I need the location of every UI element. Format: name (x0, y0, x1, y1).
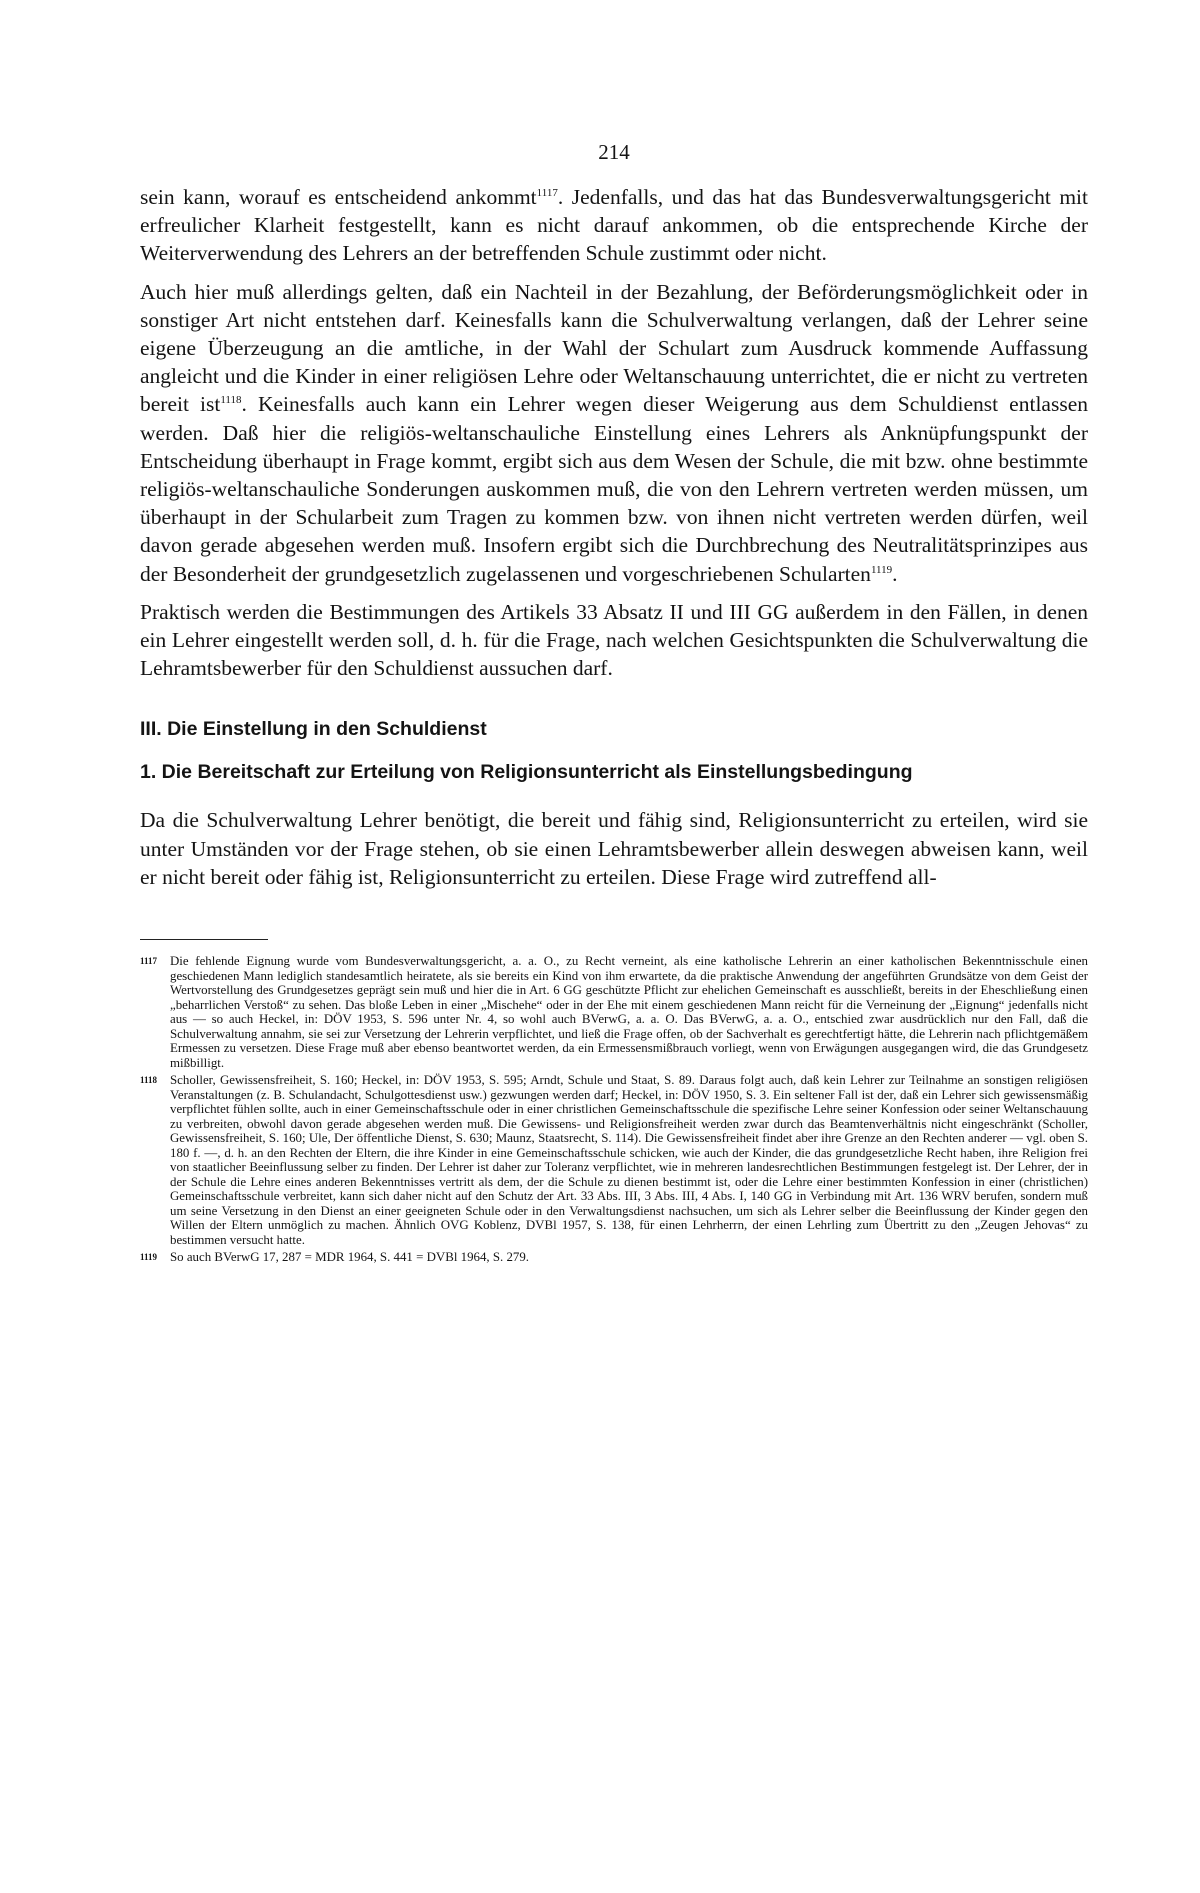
book-page (140, 140, 1088, 1268)
footnote-reference[interactable]: 1118 (220, 394, 242, 407)
body-paragraph (140, 598, 1088, 683)
footnote-divider (140, 939, 268, 940)
page-number: 214 (598, 140, 630, 164)
footnote-text: Scholler, Gewissensfreiheit, S. 160; Heckel, in: DÖV 1953, S. 595; Arndt, Schule und Staat, S. 89. Daraus folgt auch, daß kein Lehrer zur Teilnahme an sonstigen religiösen Veranstaltungen (z. B. Schulandacht, Schulgottesdienst usw.) gezwungen werden darf; Heckel, in: DÖV 1950, S. 3. Ein seltener Fall ist der, daß ein Lehrer sich gewissensmäßig verpflichtet fühlen sollte, auch in einer Gemeinschaftsschule oder in einer christlichen Gemeinschaftsschule die spezifische Lehre seiner Konfession oder seiner Weltanschauung zu verbreiten, obwohl davon gerade abgesehen werden muß. Die Gewissens- und Religionsfreiheit werden zwar durch das Beamtenverhältnis nicht eingeschränkt (Scholler, Gewissensfreiheit, S. 160; Ule, Der öffentliche Dienst, S. 630; Maunz, Staatsrecht, S. 114). Die Gewissensfreiheit findet aber ihre Grenze an den Rechten anderer — vgl. oben S. 180 f. —, d. h. an den Rechten der Eltern, die ihre Kinder in eine Gemeinschaftsschule schicken, wie auch der Kinder, die das grundgesetzliche Recht haben, ihre Religion frei von staatlicher Beeinflussung selber zu finden. Der Lehrer ist daher zur Toleranz verpflichtet, wie in mehreren landesrechtlichen Bestimmungen festgelegt ist. Der Lehrer, der in der Schule die Lehre eines anderen Bekenntnisses vertritt als dem, der die Schule zu dienen bestimmt ist, oder die Lehre einer bestimmten Konfession in einer (christlichen) Gemeinschaftsschule verbreitet, kann sich daher nicht auf den Schutz der Art. 33 Abs. III, 3 Abs. III, 4 Abs. I, 140 GG in Verbindung mit Art. 136 WRV berufen, sondern muß um seine Versetzung in den Dienst an einer geeigneten Schule oder in den Verwaltungsdienst nachsuchen, um sich als Lehrer selber die Beeinflussung der Kinder gegen den Willen der Eltern unmöglich zu machen. Ähnlich OVG Koblenz, DVBl 1957, S. 138, für einen Lehrherrn, der einen Lehrling zum Übertritt zu den „Zeugen Jehovas“ zu bestimmen versucht hatte. (170, 1073, 1088, 1247)
footnote-number: 1119 (140, 1252, 158, 1263)
paragraph-text: Praktisch werden die Bestimmungen des Artikels 33 Absatz II und III GG außerdem in den Fällen, in denen ein Lehrer eingestellt werden soll, d. h. für die Frage, nach welchen Gesichtspunkten die Schulverwaltung die Lehramtsbewerber für den Schuldienst aussuchen darf. (140, 599, 1088, 681)
paragraph-text: . Keinesfalls auch kann ein Lehrer wegen dieser Weigerung aus dem Schuldienst entlassen werden. Daß hier die religiös-weltanschauliche Einstellung eines Lehrers als Anknüpfungspunkt der Entscheidung überhaupt in Frage kommt, ergibt sich aus dem Wesen der Schule, die mit bzw. ohne bestimmte religiös-weltanschauliche Sonderungen auskommen muß, die von den Lehrern vertreten werden müssen, um überhaupt in der Schularbeit zum Tragen zu kommen bzw. von ihnen nicht vertreten werden dürfen, weil davon gerade abgesehen werden muß. Insofern ergibt sich die Durchbrechung des Neutralitätsprinzipes aus der Besonderheit der grundgesetzlich zugelassenen und vorgeschriebenen Schularten (140, 392, 1088, 586)
footnote (140, 954, 1088, 1070)
body-paragraph (140, 278, 1088, 588)
footnote-number: 1118 (140, 1075, 158, 1086)
body-paragraph (140, 183, 1088, 268)
footnote (140, 1250, 1088, 1265)
paragraph-text: Auch hier muß allerdings gelten, daß ein Nachteil in der Bezahlung, der Beförderungsmöglichkeit oder in sonstiger Art nicht entstehen darf. Keinesfalls kann die Schulverwaltung verlangen, daß der Lehrer seine eigene Überzeugung an die amtliche, in der Wahl der Schulart zum Ausdruck kommende Auffassung angleicht und die Kinder in einer religiösen Lehre oder Weltanschauung unterrichtet, die er nicht zu vertreten bereit ist (140, 279, 1088, 417)
paragraph-text: sein kann, worauf es entscheidend ankommt (140, 185, 537, 209)
section-paragraph: Da die Schulverwaltung Lehrer benötigt, die bereit und fähig sind, Religionsunterricht zu erteilen, wird sie unter Umständen vor der Frage stehen, ob sie einen Lehramtsbewerber allein deswegen abweisen kann, weil er nicht bereit oder fähig ist, Religionsunterricht zu erteilen. Diese Frage wird zutreffend all- (140, 808, 1088, 889)
footnote-text: So auch BVerwG 17, 287 = MDR 1964, S. 441 = DVBl 1964, S. 279. (170, 1250, 530, 1265)
paragraph-text: . (892, 561, 898, 586)
footnote (140, 1073, 1088, 1247)
body-text (140, 183, 1088, 682)
footnote-reference[interactable]: 1119 (870, 563, 893, 576)
paragraph-text: . Jedenfalls, und das hat das Bundesverwaltungsgericht mit erfreulicher Klarheit festgestellt, kann es nicht darauf ankommen, ob die entsprechende Kirche der Weiterverwendung des Lehrers an der betreffenden Schule zustimmt oder nicht. (140, 185, 1088, 266)
footnote-reference[interactable]: 1117 (536, 186, 558, 199)
footnote-text: Die fehlende Eignung wurde vom Bundesverwaltungsgericht, a. a. O., zu Recht verneint, als eine katholische Lehrerin an einer katholischen Bekenntnisschule einen geschiedenen Mann lediglich standesamtlich heiratete, als sie bereits ein Kind von ihm erwartete, da die praktische Anwendung der angeführten Grundsätze von dem Geist der Wertvorstellung des Grundgesetzes geprägt sein muß und hier die in Art. 6 GG geschützte Pflicht zur ehelichen Gemeinschaft es ausschließt, bereits in der Eheschließung einen „beharrlichen Verstoß“ zu sehen. Das bloße Leben in einer „Mischehe“ oder in der Ehe mit einem geschiedenen Mann reicht für die Verneinung der „Eignung“ jedenfalls nicht aus — so auch Heckel, in: DÖV 1953, S. 596 unter Nr. 4, so wohl auch BVerwG, a. a. O. Das BVerwG, a. a. O., entschied zwar ausdrücklich nur den Fall, daß die Schulverwaltung annahm, sie sei zur Versetzung der Lehrerin verpflichtet, und ließ die Frage offen, ob der Sachverhalt es gerechtfertigt hätte, die Lehrerin nach pflichtgemäßem Ermessen zu versetzen. Diese Frage muß aber ebenso beantwortet werden, da ein Ermessensmißbrauch vorliegt, wenn von Erwägungen ausgegangen wird, die das Grundgesetz mißbilligt. (170, 954, 1088, 1070)
footnotes (140, 954, 1088, 1265)
footnote-number: 1117 (140, 956, 158, 967)
subsection-heading: 1. Die Bereitschaft zur Erteilung von Religionsunterricht als Einstellungsbedingung (140, 761, 913, 784)
section-heading: III. Die Einstellung in den Schuldienst (140, 718, 487, 741)
